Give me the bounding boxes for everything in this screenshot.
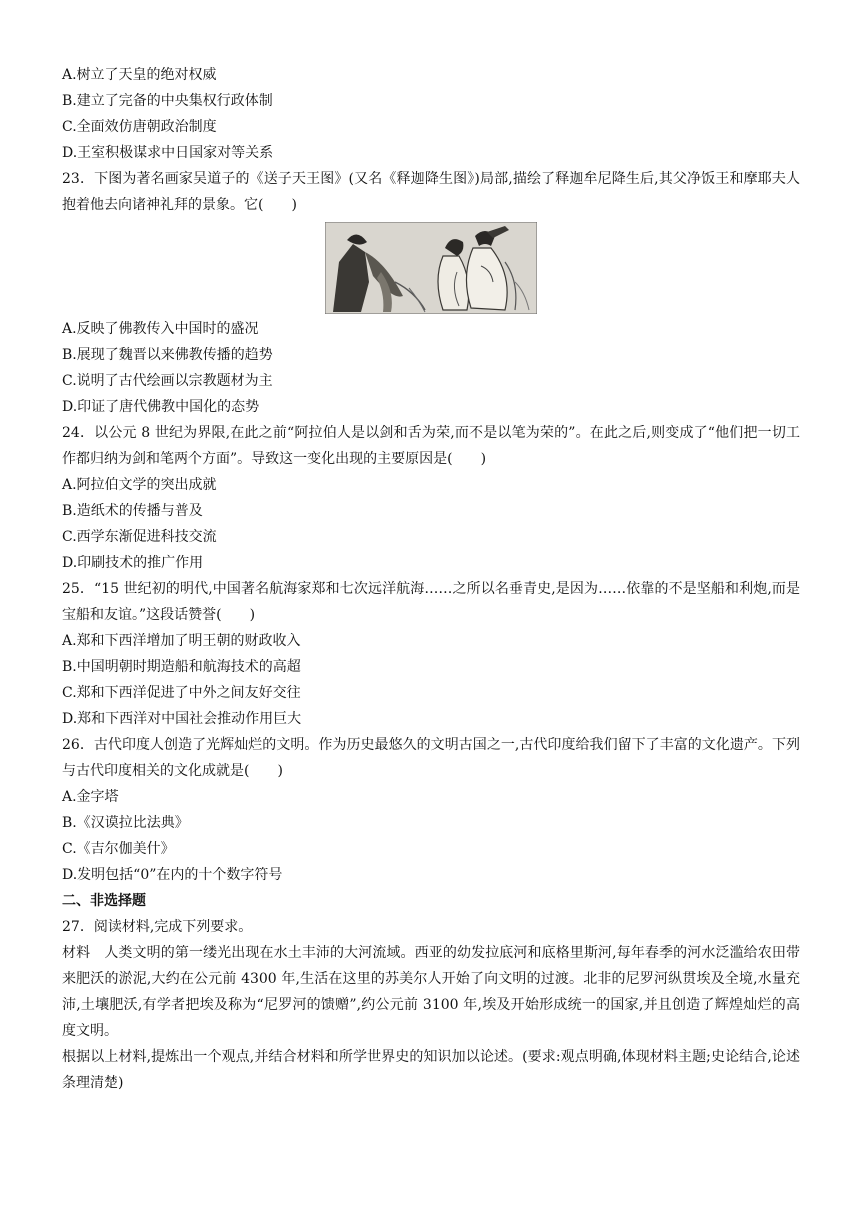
option-d: D.印证了唐代佛教中国化的态势 — [62, 399, 260, 415]
option-b: B.《汉谟拉比法典》 — [62, 815, 189, 831]
option-a: A.金字塔 — [62, 789, 119, 805]
option-a: A.阿拉伯文学的突出成就 — [62, 477, 217, 493]
question-23 — [62, 166, 800, 420]
question-stem: 23．下图为著名画家吴道子的《送子天王图》(又名《释迦降生图》)局部,描绘了释迦牟尼降生后,其父净饭王和摩耶夫人抱着他去向诸神礼拜的景象。它( ) — [62, 171, 800, 213]
question-stem: 25．“15 世纪初的明代,中国著名航海家郑和七次远洋航海……之所以名垂青史,是因为……依靠的不是坚船和利炮,而是宝船和友谊。”这段话赞誉( ) — [62, 581, 800, 623]
question-22-options — [62, 62, 800, 166]
question-25 — [62, 576, 800, 732]
option-b: B.建立了完备的中央集权行政体制 — [62, 93, 273, 109]
painting-figure — [62, 222, 800, 314]
question-24 — [62, 420, 800, 576]
option-c: C.《吉尔伽美什》 — [62, 841, 175, 857]
question-stem: 27．阅读材料,完成下列要求。 — [62, 919, 253, 935]
question-26 — [62, 732, 800, 888]
option-b: B.中国明朝时期造船和航海技术的高超 — [62, 659, 301, 675]
question-27 — [62, 914, 800, 1096]
painting-image — [325, 222, 537, 314]
option-d: D.王室积极谋求中日国家对等关系 — [62, 145, 274, 161]
option-c: C.全面效仿唐朝政治制度 — [62, 119, 217, 135]
question-stem: 26．古代印度人创造了光辉灿烂的文明。作为历史最悠久的文明古国之一,古代印度给我们留下了丰富的文化遗产。下列与古代印度相关的文化成就是( ) — [62, 737, 800, 779]
option-c: C.说明了古代绘画以宗教题材为主 — [62, 373, 273, 389]
question-stem: 24．以公元 8 世纪为界限,在此之前“阿拉伯人是以剑和舌为荣,而不是以笔为荣的”。在此之后,则变成了“他们把一切工作都归纳为剑和笔两个方面”。导致这一变化出现的主要原因是( ) — [62, 425, 800, 467]
option-c: C.西学东渐促进科技交流 — [62, 529, 217, 545]
option-d: D.发明包括“0”在内的十个数字符号 — [62, 867, 283, 883]
requirement-text: 根据以上材料,提炼出一个观点,并结合材料和所学世界史的知识加以论述。(要求:观点明确,体现材料主题;史论结合,论述条理清楚) — [62, 1049, 800, 1091]
section-heading: 二、非选择题 — [62, 893, 146, 909]
option-a: A.郑和下西洋增加了明王朝的财政收入 — [62, 633, 301, 649]
option-c: C.郑和下西洋促进了中外之间友好交往 — [62, 685, 301, 701]
exam-page — [62, 62, 800, 1096]
option-a: A.反映了佛教传入中国时的盛况 — [62, 321, 259, 337]
option-b: B.造纸术的传播与普及 — [62, 503, 203, 519]
material-text: 材料 人类文明的第一缕光出现在水土丰沛的大河流域。西亚的幼发拉底河和底格里斯河,每年春季的河水泛滥给农田带来肥沃的淤泥,大约在公元前 4300 年,生活在这里的苏美尔人开始了向文明的过渡。北非的尼罗河纵贯埃及全境,水量充沛,土壤肥沃,有学者把埃及称为“尼罗河的馈赠”,约公元前 3100 年,埃及开始形成统一的国家,并且创造了辉煌灿烂的高度文明。 — [62, 945, 800, 1039]
option-a: A.树立了天皇的绝对权威 — [62, 67, 217, 83]
option-d: D.郑和下西洋对中国社会推动作用巨大 — [62, 711, 302, 727]
option-b: B.展现了魏晋以来佛教传播的趋势 — [62, 347, 273, 363]
option-d: D.印刷技术的推广作用 — [62, 555, 204, 571]
